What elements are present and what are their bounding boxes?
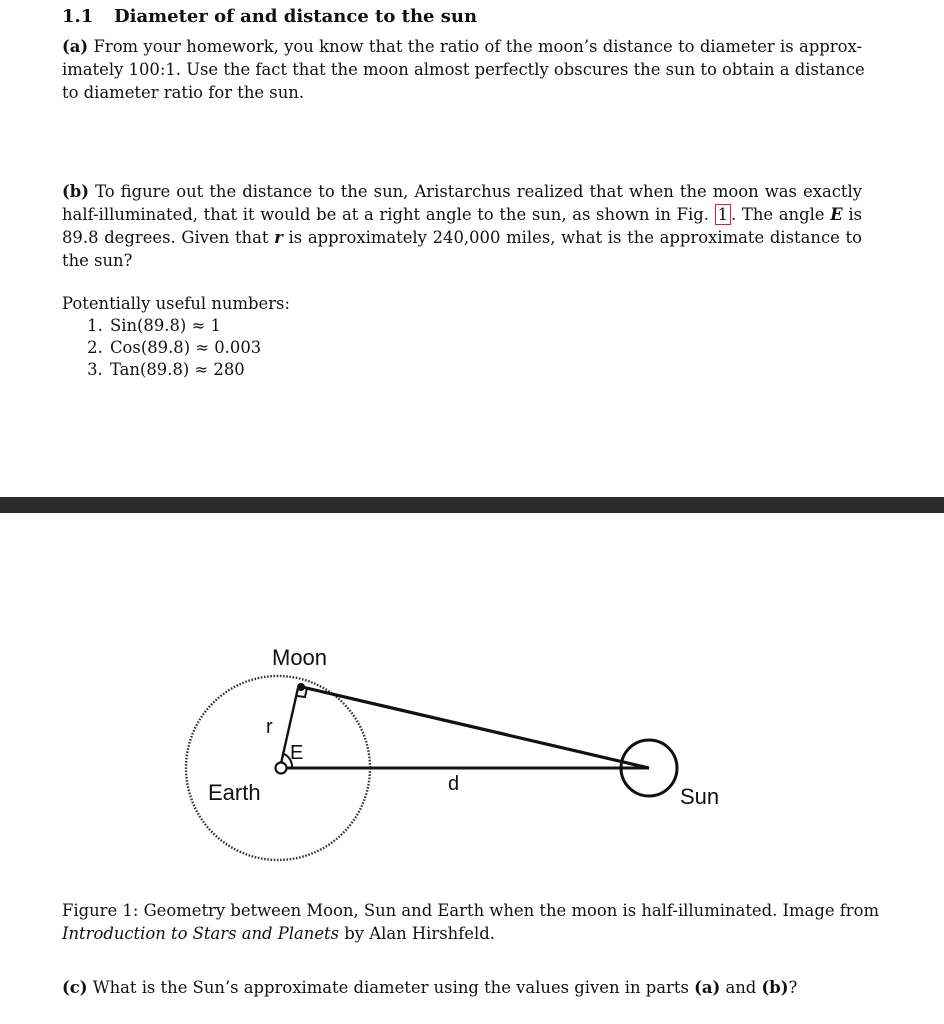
part-b-paragraph <box>62 180 862 272</box>
moon-sun-earth-diagram <box>170 630 730 880</box>
useful-numbers <box>62 293 290 381</box>
part-a-ref: (a) <box>694 978 721 997</box>
figure-reference-link[interactable]: 1 <box>715 204 731 225</box>
useful-numbers-list <box>62 315 290 381</box>
page-divider-bar <box>0 497 944 513</box>
part-c-label: (c) <box>62 978 88 997</box>
part-a-line-1: (a) From your homework, you know that the ratio of the moon’s distance to diameter is approx- <box>62 37 862 56</box>
moon-label: Moon <box>272 645 328 670</box>
earth-circle-icon <box>276 763 287 774</box>
part-a-line-2: imately 100:1. Use the fact that the moon almost perfectly obscures the sun to obtain a distance <box>62 60 865 79</box>
section-number: 1.1 <box>62 6 94 27</box>
d-label: d <box>448 773 460 795</box>
caption-line-1: Figure 1: Geometry between Moon, Sun and Earth when the moon is half-illuminated. Image from <box>62 901 880 920</box>
part-b-line-2: half-illuminated, that it would be at a right angle to the sun, as shown in Fig. 1 . The angle E is <box>62 205 863 224</box>
useful-number-item: 1. Sin(89.8) ≈ 1 <box>108 315 290 337</box>
section-title: Diameter of and distance to the sun <box>114 6 478 27</box>
earth-label: Earth <box>208 780 261 805</box>
useful-numbers-heading: Potentially useful numbers: <box>62 294 290 313</box>
angle-e-symbol: E <box>830 205 843 224</box>
moon-sun-line <box>302 687 649 768</box>
part-b-ref: (b) <box>761 978 789 997</box>
part-a-line-3: to diameter ratio for the sun. <box>62 83 305 102</box>
part-c-paragraph: (c) What is the Sun’s approximate diameter using the values given in parts (a) and (b)? <box>62 978 798 997</box>
r-symbol: r <box>274 228 283 247</box>
figure-caption <box>62 899 880 945</box>
r-label: r <box>266 716 273 738</box>
caption-line-2: Introduction to Stars and Planets by Alan Hirshfeld. <box>62 924 495 943</box>
part-b-label: (b) <box>62 182 89 201</box>
moon-dot-icon <box>297 683 305 691</box>
part-b-line-3: 89.8 degrees. Given that r is approximately 240,000 miles, what is the approximate distance to <box>62 228 862 247</box>
useful-number-item: 2. Cos(89.8) ≈ 0.003 <box>108 337 290 359</box>
part-a-label: (a) <box>62 37 89 56</box>
section-heading <box>62 6 477 27</box>
part-b-line-4: the sun? <box>62 251 133 270</box>
sun-label: Sun <box>680 784 720 809</box>
e-label: E <box>290 742 304 764</box>
part-b-line-1: (b) To figure out the distance to the sun, Aristarchus realized that when the moon was exactly <box>62 182 862 201</box>
book-title: Introduction to Stars and Planets <box>62 924 340 943</box>
useful-number-item: 3. Tan(89.8) ≈ 280 <box>108 359 290 381</box>
part-a-paragraph <box>62 35 865 104</box>
